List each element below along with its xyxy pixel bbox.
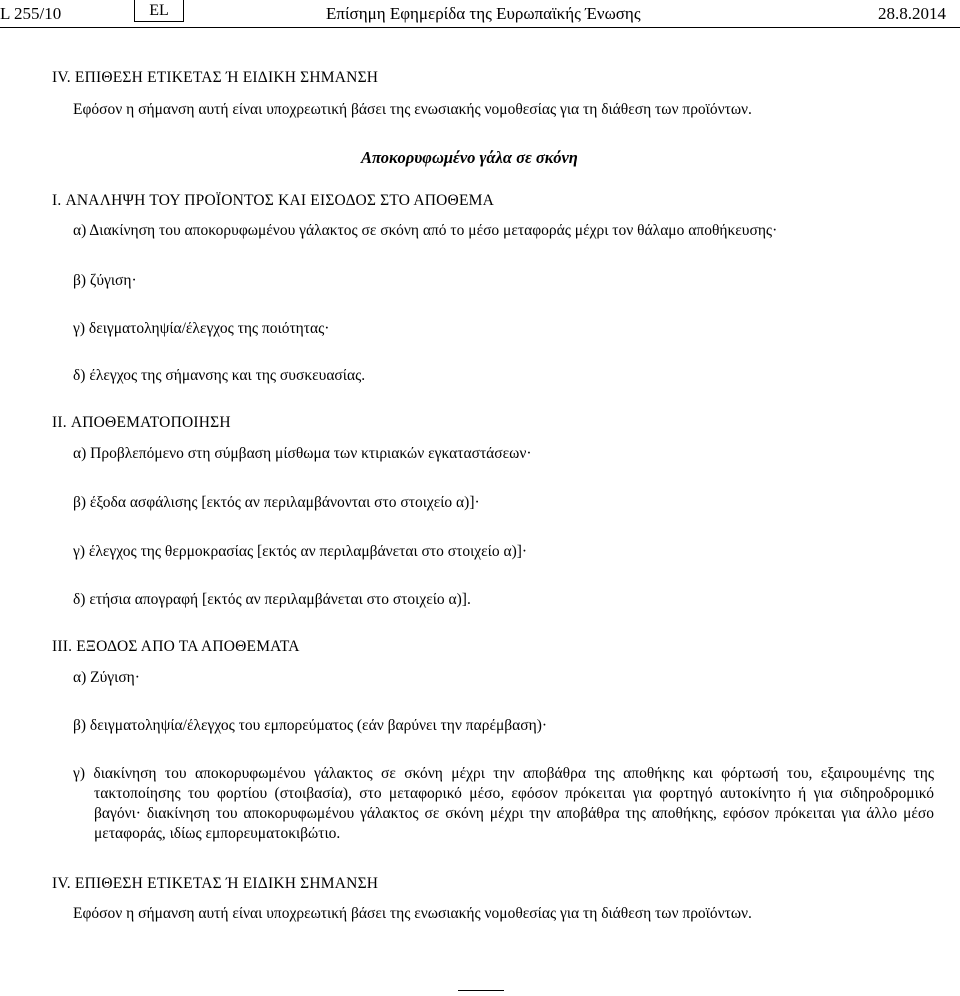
list-item: γ) διακίνηση του αποκορυφωμένου γάλακτος σε σκόνη μέχρι την αποβάθρα της αποθήκης και φόρτωσή του, εξαιρουμένης της τακτοποίησης του φορτίου (στοιβασία), στο μεταφορικό μέσο, εφόσον πρόκειται για φορτηγό αυτοκίνητο ή για σιδηροδρομικό βαγόνι· διακίνηση του αποκορυφωμένου γάλακτος σε σκόνη μέχρι την αποβάθρα της αποθήκης, εφόσον πρόκειται για άλλο μέσο μεταφοράς, ιδίως εμπορευματοκιβώτιο. (73, 765, 934, 842)
list-item: α) Ζύγιση· (73, 669, 140, 686)
publication-date: 28.8.2014 (878, 4, 946, 23)
list-item: δ) έλεγχος της σήμανσης και της συσκευασίας. (73, 367, 366, 384)
list-item: γ) έλεγχος της θερμοκρασίας [εκτός αν περιλαμβάνεται στο στοιχείο α)]· (73, 543, 528, 560)
product-title: Αποκορυφωμένο γάλα σε σκόνη (361, 148, 578, 167)
language-badge: EL (134, 0, 184, 22)
paragraph: Εφόσον η σήμανση αυτή είναι υποχρεωτική βάσει της ενωσιακής νομοθεσίας για τη διάθεση των προϊόντων. (73, 101, 752, 118)
list-item: α) Προβλεπόμενο στη σύμβαση μίσθωμα των κτιριακών εγκαταστάσεων· (73, 445, 532, 462)
section-heading: III. ΕΞΟΔΟΣ ΑΠΟ ΤΑ ΑΠΟΘΕΜΑΤΑ (52, 638, 300, 655)
page-header (0, 0, 960, 28)
list-item: δ) ετήσια απογραφή [εκτός αν περιλαμβάνεται στο στοιχείο α)]. (73, 591, 471, 608)
page-reference: L 255/10 (0, 4, 62, 23)
journal-title: Επίσημη Εφημερίδα της Ευρωπαϊκής Ένωσης (326, 4, 641, 23)
list-item: β) δειγματοληψία/έλεγχος του εμπορεύματος (εάν βαρύνει την παρέμβαση)· (73, 717, 548, 734)
list-item: γ) δειγματοληψία/έλεγχος της ποιότητας· (73, 320, 330, 337)
list-item: α) Διακίνηση του αποκορυφωμένου γάλακτος σε σκόνη από το μέσο μεταφοράς μέχρι τον θάλαμο αποθήκευσης· (73, 222, 778, 239)
list-item: β) ζύγιση· (73, 272, 137, 289)
section-heading: I. ΑΝΑΛΗΨΗ ΤΟΥ ΠΡΟΪΟΝΤΟΣ ΚΑΙ ΕΙΣΟΔΟΣ ΣΤΟ ΑΠΟΘΕΜΑ (52, 192, 494, 209)
section-heading: IV. ΕΠΙΘΕΣΗ ΕΤΙΚΕΤΑΣ Ή ΕΙΔΙΚΗ ΣΗΜΑΝΣΗ (52, 69, 379, 86)
section-heading: IV. ΕΠΙΘΕΣΗ ΕΤΙΚΕΤΑΣ Ή ΕΙΔΙΚΗ ΣΗΜΑΝΣΗ (52, 875, 379, 892)
footnote-separator (458, 990, 504, 991)
paragraph: Εφόσον η σήμανση αυτή είναι υποχρεωτική βάσει της ενωσιακής νομοθεσίας για τη διάθεση των προϊόντων. (73, 905, 752, 922)
list-item: β) έξοδα ασφάλισης [εκτός αν περιλαμβάνονται στο στοιχείο α)]· (73, 494, 480, 511)
section-heading: II. ΑΠΟΘΕΜΑΤΟΠΟΙΗΣΗ (52, 414, 231, 431)
